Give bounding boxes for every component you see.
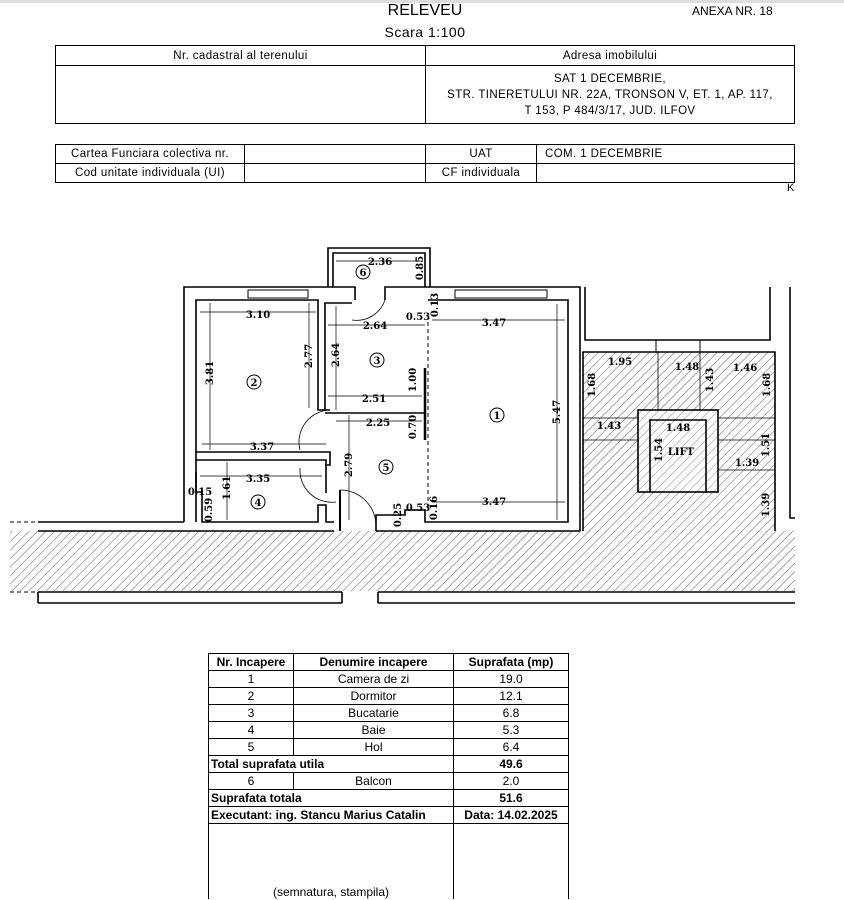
total-label: Suprafata totala	[209, 790, 454, 807]
signature-cell	[454, 824, 569, 900]
total-useful-label: Total suprafata utila	[209, 756, 454, 773]
room-number: 1	[493, 411, 501, 422]
total-useful-value: 49.6	[454, 756, 569, 773]
date: Data: 14.02.2025	[454, 807, 569, 824]
header-area: Suprafata (mp)	[454, 654, 569, 671]
room-name: Camera de zi	[294, 671, 454, 688]
total-useful-row	[209, 756, 569, 773]
room-number: 5	[382, 463, 390, 474]
room-number: 2	[209, 688, 294, 705]
room-name: Dormitor	[294, 688, 454, 705]
dimension-label: 0.53	[405, 503, 431, 514]
table-row	[209, 671, 569, 688]
address-line: STR. TINERETULUI NR. 22A, TRONSON V, ET. 1, AP. 117,	[447, 88, 773, 101]
dimension-label: 3.81	[205, 360, 216, 386]
dimension-label: 2.79	[344, 452, 355, 478]
room-area: 6.8	[454, 705, 569, 722]
total-value: 51.6	[454, 790, 569, 807]
room-area: 2.0	[454, 773, 569, 790]
address-line: SAT 1 DECEMBRIE,	[553, 72, 667, 85]
address-label: Adresa imobilului	[426, 46, 795, 66]
room-area: 12.1	[454, 688, 569, 705]
cadastral-label: Nr. cadastral al terenului	[56, 46, 426, 66]
dimension-label: 0.25	[393, 502, 404, 528]
room-number: 3	[373, 356, 381, 367]
room-number: 5	[209, 739, 294, 756]
dimension-label: 0.85	[415, 255, 426, 281]
room-number: 4	[209, 722, 294, 739]
dimension-label: 1.51	[761, 432, 772, 458]
room-number: 6	[359, 268, 367, 279]
signature-row	[209, 824, 569, 900]
table-row	[209, 705, 569, 722]
dimension-label: 3.10	[245, 310, 271, 321]
room-number: 2	[250, 378, 258, 389]
dimension-label: 1.61	[222, 475, 233, 501]
dimension-label: 5.47	[552, 399, 563, 425]
dimension-label: 1.43	[596, 421, 622, 432]
dimension-label: 0.53	[405, 312, 431, 323]
executant-row	[209, 807, 569, 824]
room-number: 4	[254, 498, 262, 509]
room-marker-3	[370, 353, 384, 367]
table-row	[209, 722, 569, 739]
scale-label: Scara 1:100	[384, 24, 466, 40]
dimension-label: 1.46	[732, 363, 758, 374]
dimension-label: 0.70	[408, 414, 419, 440]
room-marker-2	[247, 375, 261, 389]
total-row	[209, 790, 569, 807]
uat-label: UAT	[426, 145, 537, 164]
dimension-label: 3.47	[481, 497, 507, 508]
dimension-label: 2.36	[367, 257, 393, 268]
dimension-label: 2.77	[304, 343, 315, 369]
annex-label: ANEXA NR. 18	[692, 4, 773, 18]
dimension-label: 1.43	[705, 367, 716, 393]
room-marker-5	[379, 460, 393, 474]
corner-mark: K	[787, 182, 795, 194]
dimension-label: 2.25	[365, 418, 391, 429]
executant: Executant: ing. Stancu Marius Catalin	[209, 807, 454, 824]
dimension-label: 0.59	[204, 497, 215, 523]
room-number: 1	[209, 671, 294, 688]
corridor-hatch	[10, 531, 795, 591]
dimension-label: 1.39	[761, 492, 772, 518]
room-marker-1	[490, 408, 504, 422]
header-room-number: Nr. Incapere	[209, 654, 294, 671]
rooms-table	[208, 653, 569, 899]
dimension-label: 0.13	[430, 292, 441, 318]
cf-collective-label: Cartea Funciara colectiva nr.	[56, 145, 245, 164]
room-marker-4	[251, 495, 265, 509]
table-row	[209, 739, 569, 756]
room-number-markers	[247, 265, 507, 509]
signature-note: (semnatura, stampila)	[209, 824, 454, 900]
room-name: Baie	[294, 722, 454, 739]
dimension-label: 1.48	[665, 423, 691, 434]
dimension-label: 2.64	[331, 342, 342, 368]
dimension-label: 2.51	[361, 394, 387, 405]
table-row	[209, 688, 569, 705]
room-area: 6.4	[454, 739, 569, 756]
dimension-label: 3.37	[249, 442, 275, 453]
dimension-label: 2.64	[362, 321, 388, 332]
dimension-label: 1.68	[587, 372, 598, 398]
dimension-label: 0.16	[429, 495, 440, 521]
ui-code-label: Cod unitate individuala (UI)	[56, 164, 245, 183]
room-name: Hol	[294, 739, 454, 756]
dimension-label: 0.15	[187, 487, 213, 498]
lift-label: LIFT	[667, 447, 695, 458]
dimension-label: 3.35	[245, 474, 271, 485]
room-area: 5.3	[454, 722, 569, 739]
dimension-label: 1.68	[762, 372, 773, 398]
dimension-label: 1.54	[654, 437, 665, 463]
dimension-label: 1.00	[408, 367, 419, 393]
document-title: RELEVEU	[387, 2, 463, 19]
room-name: Balcon	[294, 773, 454, 790]
room-number: 3	[209, 705, 294, 722]
header-room-name: Denumire incapere	[294, 654, 454, 671]
address-line: T 153, P 484/3/17, JUD. ILFOV	[524, 104, 696, 117]
dimension-label: 1.95	[607, 357, 633, 368]
dimension-label: 1.48	[674, 362, 700, 373]
room-name: Bucatarie	[294, 705, 454, 722]
dimension-label: 3.47	[481, 318, 507, 329]
table-row	[209, 773, 569, 790]
uat-value: COM. 1 DECEMBRIE	[537, 145, 795, 164]
cf-individual-label: CF individuala	[426, 164, 537, 183]
room-area: 19.0	[454, 671, 569, 688]
dimension-label: 1.39	[734, 458, 760, 469]
room-number: 6	[209, 773, 294, 790]
